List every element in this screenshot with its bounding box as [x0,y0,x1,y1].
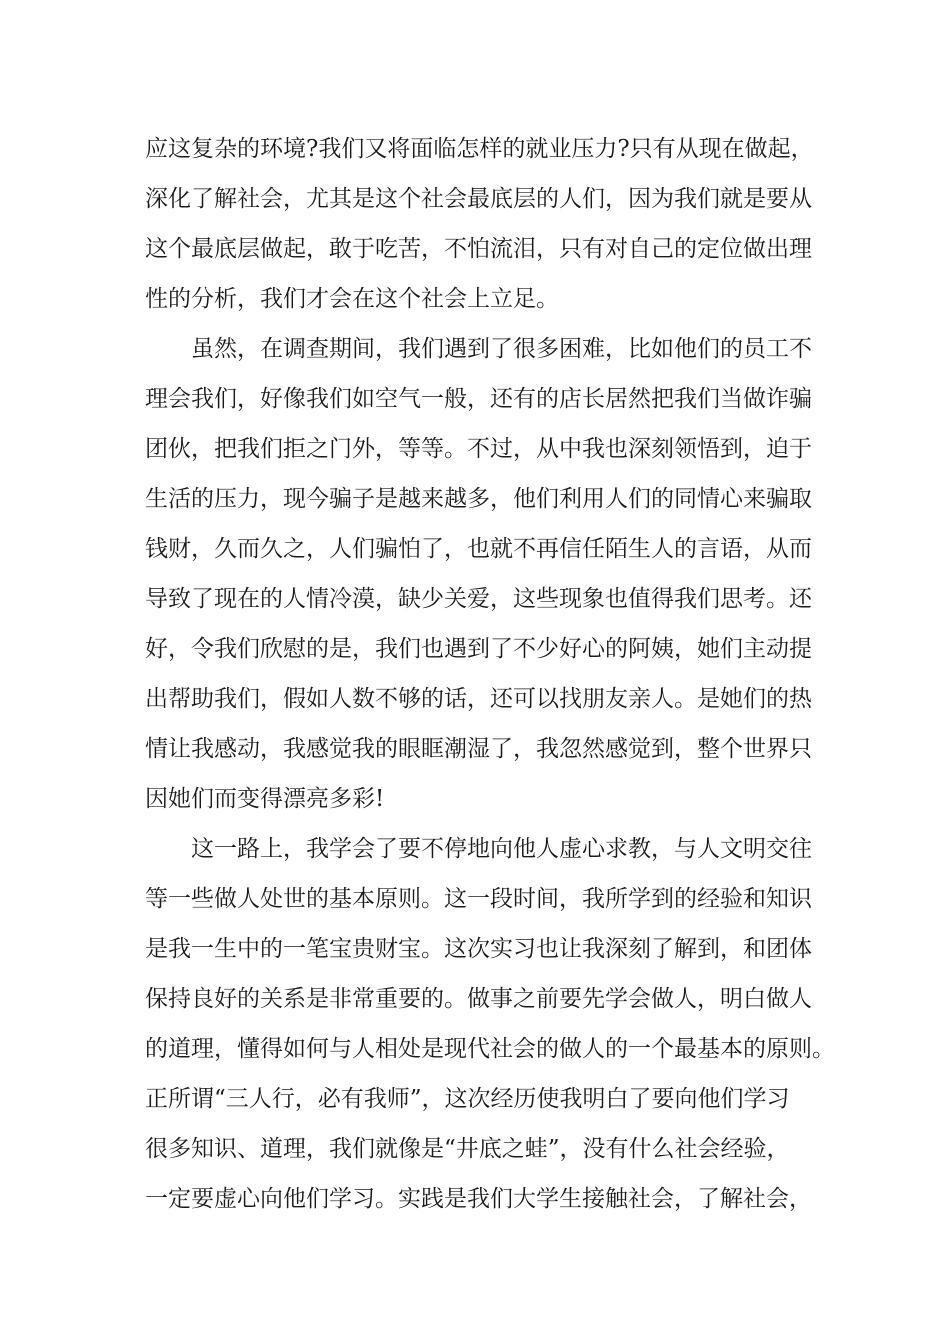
text-line-4: 性的分析，我们才会在这个社会上立足。 [145,286,559,312]
text-line-8: 生活的压力，现今骗子是越来越多，他们利用人们的同情心来骗取 [145,486,812,512]
text-line-3: 这个最底层做起，敢于吃苦，不怕流泪，只有对自己的定位做出理 [145,236,812,262]
text-line-2: 深化了解社会，尤其是这个社会最底层的人们，因为我们就是要从 [145,186,812,212]
text-line-10: 导致了现在的人情冷漠，缺少关爱，这些现象也值得我们思考。还 [145,586,812,612]
text-line-21: 很多知识、道理，我们就像是“井底之蛙”，没有什么社会经验， [145,1136,790,1162]
text-line-6: 理会我们，好像我们如空气一般，还有的店长居然把我们当做诈骗 [145,386,812,412]
text-line-9: 钱财，久而久之，人们骗怕了，也就不再信任陌生人的言语，从而 [145,536,812,562]
text-line-7: 团伙，把我们拒之门外，等等。不过，从中我也深刻领悟到，迫于 [145,436,812,462]
text-line-1: 应这复杂的环境?我们又将面临怎样的就业压力?只有从现在做起， [145,136,814,162]
text-line-14: 因她们而变得漂亮多彩! [145,786,385,812]
text-line-16: 等一些做人处世的基本原则。这一段时间，我所学到的经验和知识 [145,886,812,912]
body-text [145,124,835,1224]
text-line-22: 一定要虚心向他们学习。实践是我们大学生接触社会，了解社会， [145,1186,812,1212]
text-line-12: 出帮助我们，假如人数不够的话，还可以找朋友亲人。是她们的热 [145,686,812,712]
text-line-11: 好，令我们欣慰的是，我们也遇到了不少好心的阿姨，她们主动提 [145,636,812,662]
text-line-18: 保持良好的关系是非常重要的。做事之前要先学会做人，明白做人 [145,986,812,1012]
text-line-17: 是我一生中的一笔宝贵财宝。这次实习也让我深刻了解到，和团体 [145,936,812,962]
text-line-19: 的道理，懂得如何与人相处是现代社会的做人的一个最基本的原则。 [145,1036,835,1062]
paragraph-2-first-line: 虽然，在调查期间，我们遇到了很多困难，比如他们的员工不 [191,336,812,362]
text-line-13: 情让我感动，我感觉我的眼眶潮湿了，我忽然感觉到，整个世界只 [145,736,812,762]
paragraph-3-first-line: 这一路上，我学会了要不停地向他人虚心求教，与人文明交往 [191,836,812,862]
text-line-20: 正所谓“三人行，必有我师”，这次经历使我明白了要向他们学习 [145,1086,790,1112]
